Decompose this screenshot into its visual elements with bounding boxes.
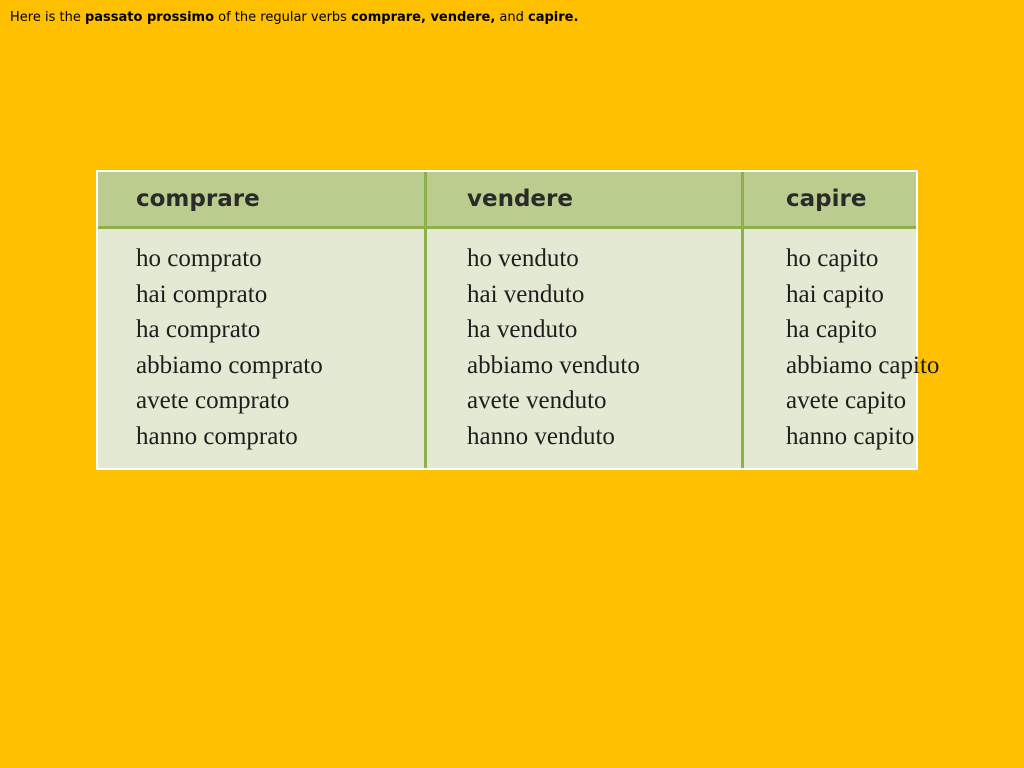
form-item: abbiamo venduto	[467, 351, 640, 379]
form-item: ho capito	[786, 245, 879, 272]
form-item: avete capito	[786, 387, 907, 414]
header-comprare: comprare	[98, 172, 426, 228]
intro-term: passato prossimo	[84, 10, 215, 25]
intro-part-3: and	[495, 10, 529, 25]
intro-verbs: comprare, vendere,	[351, 10, 496, 25]
form-item: hanno venduto	[467, 422, 615, 450]
form-item: hanno capito	[786, 422, 915, 450]
conjugation-table	[96, 170, 940, 470]
column-vendere	[426, 228, 743, 469]
intro-part-1: Here is the	[10, 10, 85, 25]
form-item: avete comprato	[136, 387, 290, 414]
column-capire	[743, 228, 940, 469]
forms-row	[98, 228, 916, 469]
intro-last-verb: capire.	[528, 10, 579, 25]
form-item: ha venduto	[467, 316, 578, 343]
form-item: hai comprato	[136, 280, 268, 308]
form-item: abbiamo comprato	[136, 351, 323, 379]
form-item: abbiamo capito	[786, 351, 940, 379]
conjugation-grid	[98, 172, 940, 468]
header-vendere: vendere	[426, 172, 743, 228]
form-item: hanno comprato	[136, 422, 298, 450]
form-item: ho venduto	[467, 245, 579, 272]
intro-text	[10, 10, 578, 25]
header-capire: capire	[743, 172, 917, 228]
header-row	[98, 172, 916, 228]
intro-part-2: of the regular verbs	[214, 10, 352, 25]
form-item: hai venduto	[467, 280, 585, 308]
form-item: ha capito	[786, 316, 877, 343]
form-item: hai capito	[786, 280, 884, 308]
column-comprare	[98, 228, 426, 469]
form-item: ha comprato	[136, 316, 261, 343]
form-item: avete venduto	[467, 387, 607, 414]
form-item: ho comprato	[136, 245, 262, 272]
